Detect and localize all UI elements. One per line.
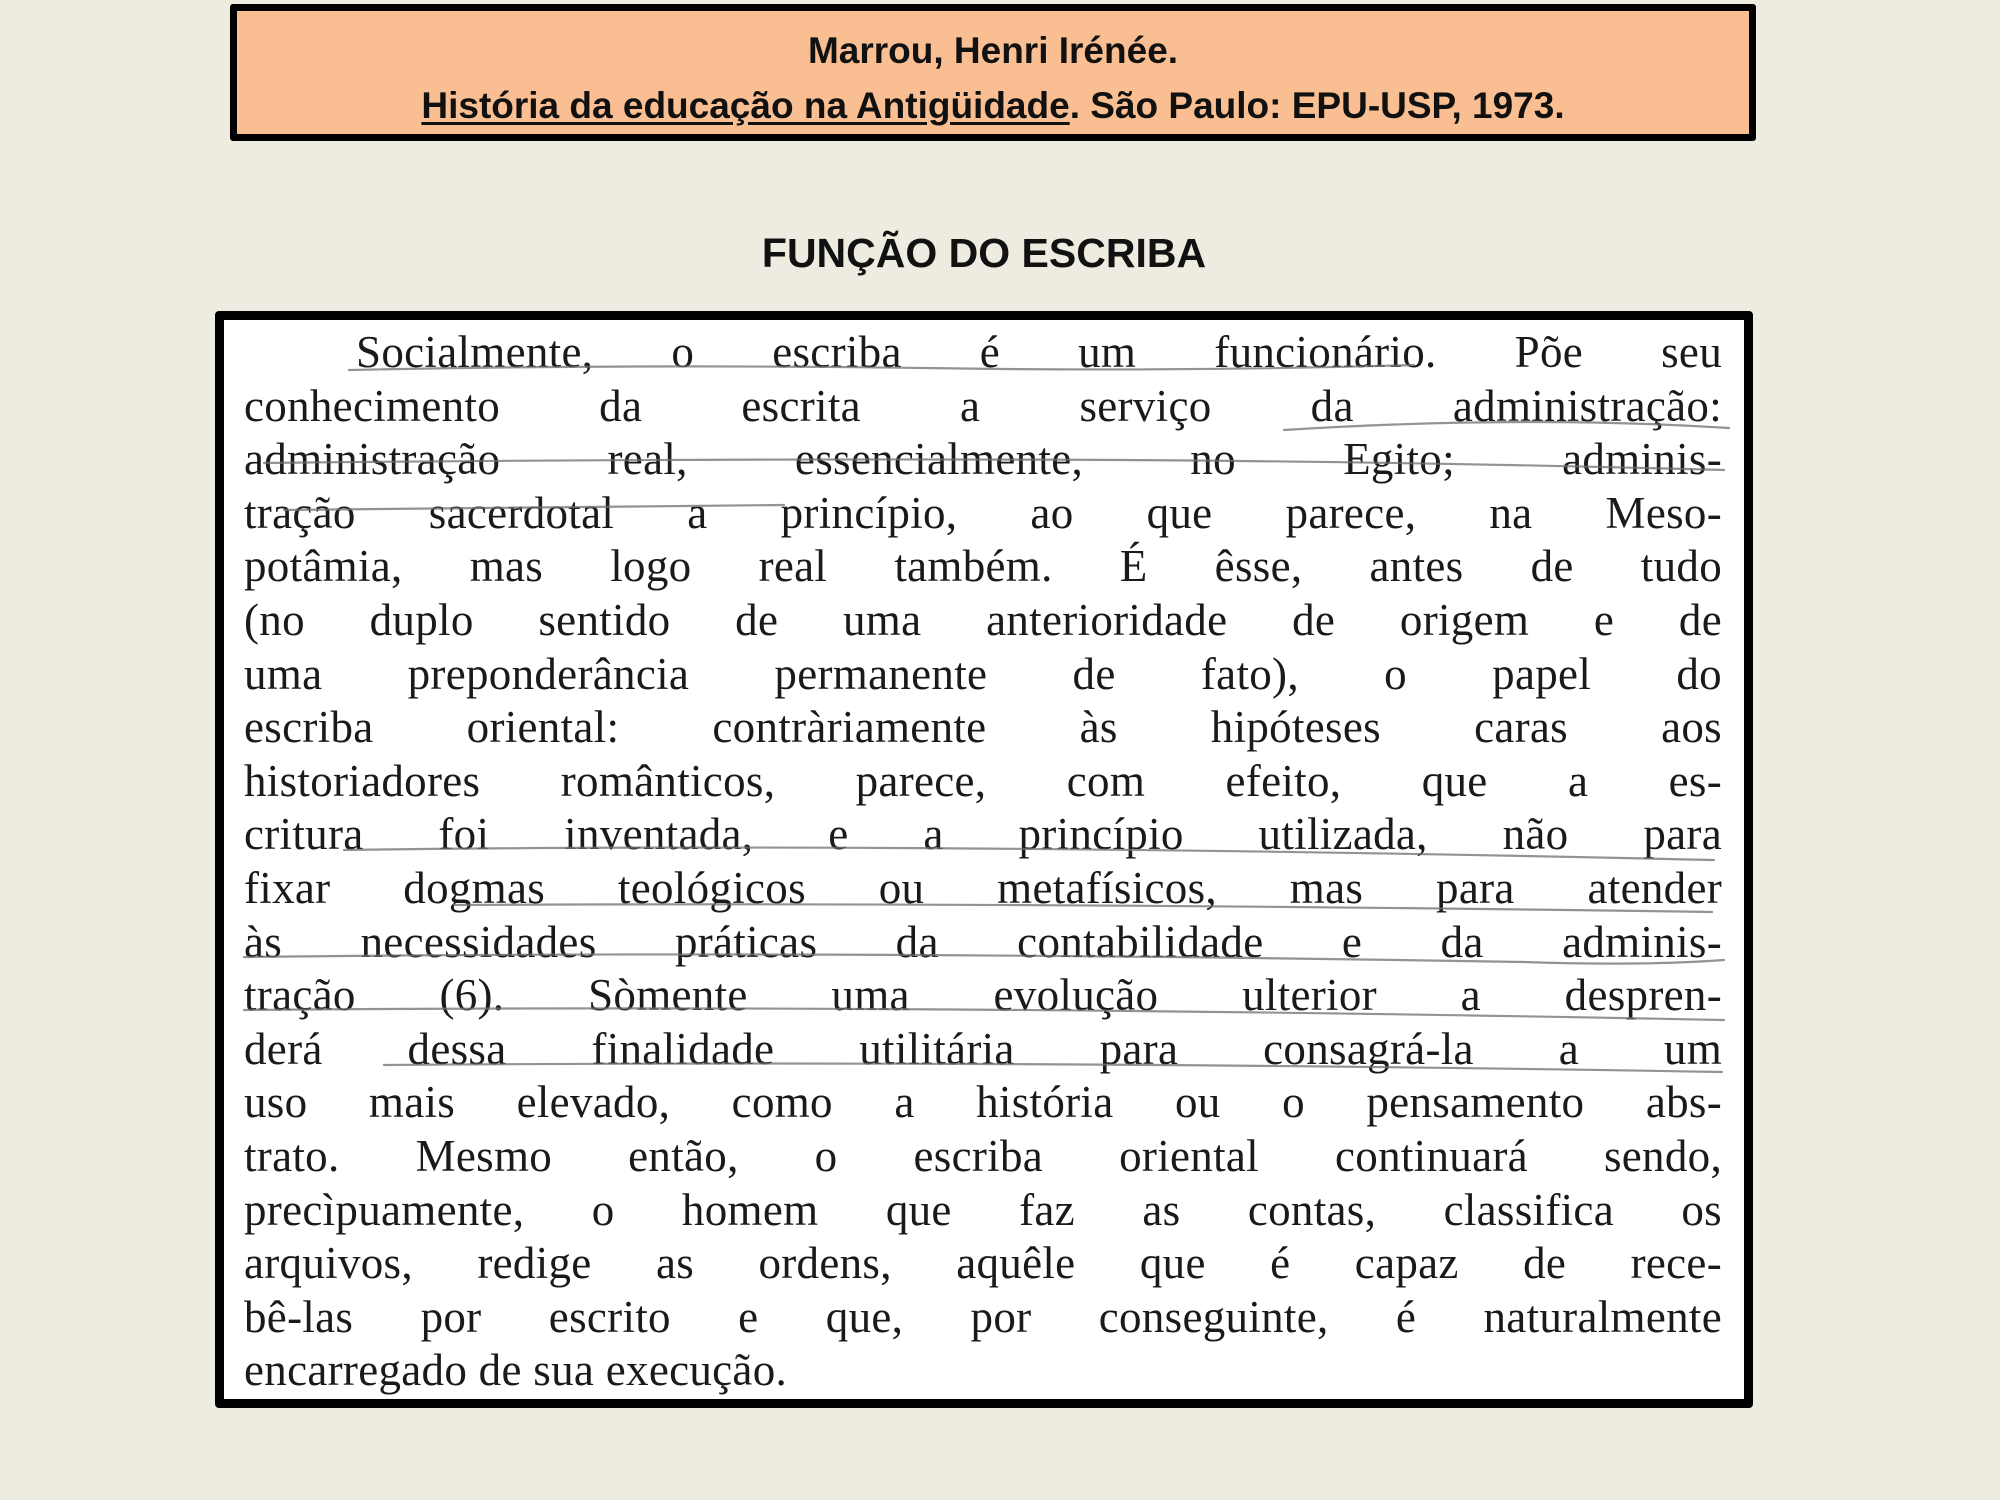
section-title: FUNÇÃO DO ESCRIBA [761, 230, 1207, 276]
excerpt-line: derá dessa finalidade utilitária para consagrá-la a um [244, 1023, 1722, 1074]
excerpt-line: uma preponderância permanente de fato), o papel do [244, 648, 1722, 699]
excerpt-line: historiadores românticos, parece, com efeito, que a es- [244, 755, 1722, 806]
excerpt-line: tração (6). Sòmente uma evolução ulterior a despren- [244, 970, 1722, 1021]
citation-book-title: História da educação na Antigüidade [421, 85, 1070, 126]
citation-reference [237, 78, 1749, 133]
excerpt-line: bê-las por escrito e que, por conseguinte, é naturalmente [244, 1291, 1722, 1342]
excerpt-line: critura foi inventada, e a princípio utilizada, não para [244, 809, 1722, 860]
excerpt-line: escriba oriental: contràriamente às hipóteses caras aos [244, 702, 1722, 753]
excerpt-line: potâmia, mas logo real também. É êsse, antes de tudo [244, 541, 1722, 592]
excerpt-line: às necessidades práticas da contabilidade e da adminis- [244, 916, 1722, 967]
scanned-excerpt [215, 311, 1753, 1408]
excerpt-line: tração sacerdotal a princípio, ao que parece, na Meso- [244, 487, 1722, 538]
excerpt-line: Socialmente, o escriba é um funcionário. Põe seu [356, 327, 1722, 377]
excerpt-line: conhecimento da escrita a serviço da administração: [244, 380, 1722, 431]
citation-publication: . São Paulo: EPU-USP, 1973. [1069, 85, 1565, 126]
citation-author: Marrou, Henri Irénée. [807, 30, 1179, 71]
excerpt-line: arquivos, redige as ordens, aquêle que é capaz de rece- [244, 1238, 1722, 1289]
excerpt-line: fixar dogmas teológicos ou metafísicos, mas para atender [244, 862, 1722, 913]
excerpt-line: encarregado de sua execução. [244, 1345, 788, 1396]
excerpt-text [244, 326, 1722, 1398]
excerpt-line: trato. Mesmo então, o escriba oriental continuará sendo, [244, 1130, 1722, 1181]
excerpt-line: precìpuamente, o homem que faz as contas, classifica os [244, 1184, 1722, 1235]
excerpt-line: (no duplo sentido de uma anterioridade de origem e de [244, 594, 1722, 645]
citation-box [230, 4, 1756, 141]
excerpt-line: administração real, essencialmente, no Egito; adminis- [244, 434, 1722, 485]
excerpt-line: uso mais elevado, como a história ou o pensamento abs- [244, 1077, 1722, 1128]
